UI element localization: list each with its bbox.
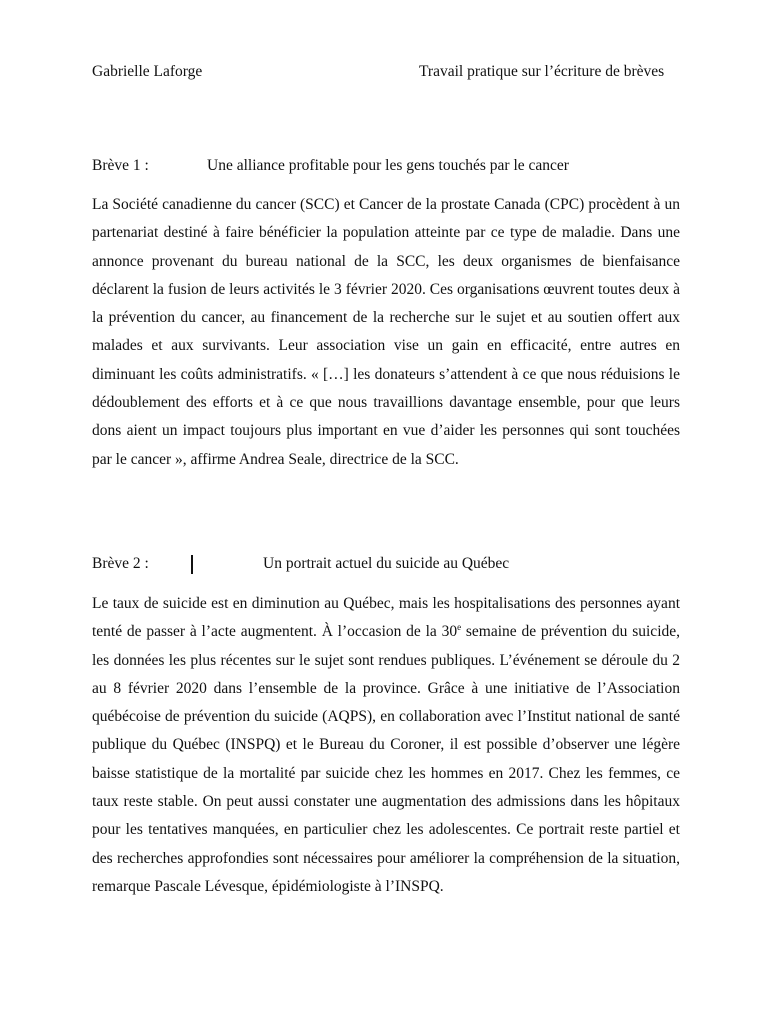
breve-1-body[interactable]: La Société canadienne du cancer (SCC) et Cancer de la prostate Canada (CPC) procèdent à un partenariat destiné à faire bénéficier la population atteinte par ce type de maladie. Dans une annonce provenant du bureau national de la SCC, les deux organismes de bienfaisance déclarent la fusion de leurs activités le 3 février 2020. Ces organisations œuvrent toutes deux à la prévention du cancer, au financement de la recherche sur le sujet et au soutien offert aux malades et aux survivants. Leur association vise un gain en efficacité, entre autres en diminuant les coûts administratifs. « […] les donateurs s’attendent à ce que nous réduisions le dédoublement des efforts et à ce que nous travaillions davantage ensemble, pour que leurs dons aient un impact toujours plus important en vue d’aider les personnes qui sont touchées par le cancer », affirme Andrea Seale, directrice de la SCC. (92, 196, 680, 468)
author-name: Gabrielle Laforge (92, 63, 203, 80)
text-cursor (191, 555, 193, 574)
breve-2-title: Un portrait actuel du suicide au Québec (263, 555, 510, 572)
ordinal-superscript: e (457, 622, 462, 633)
breve-2-label: Brève 2 : (92, 555, 149, 572)
breve-2-body[interactable] (92, 590, 680, 901)
breve-2-body-part-1: Le taux de suicide est en diminution au Québec, mais les hospitalisations des personnes ayant tenté de passer à l’acte augmentent. À l’occasion de la 30 (92, 595, 680, 641)
breve-1-title: Une alliance profitable pour les gens touchés par le cancer (207, 157, 569, 174)
assignment-title: Travail pratique sur l’écriture de brèves (419, 63, 665, 80)
breve-2-body-part-2: semaine de prévention du suicide, les données les plus récentes sur le sujet sont rendues publiques. L’événement se déroule du 2 au 8 février 2020 dans l’ensemble de la province. Grâce à une initiative de l’Association québécoise de prévention du suicide (AQPS), en collaboration avec l’Institut national de santé publique du Québec (INSPQ) et le Bureau du Coroner, il est possible d’observer une légère baisse statistique de la mortalité par suicide chez les hommes en 2017. Chez les femmes, ce taux reste stable. On peut aussi constater une augmentation des admissions dans les hôpitaux pour les tentatives manquées, en particulier chez les adolescentes. Ce portrait reste partiel et des recherches approfondies sont nécessaires pour améliorer la compréhension de la situation, remarque Pascale Lévesque, épidémiologiste à l’INSPQ. (92, 623, 681, 895)
breve-1-label: Brève 1 : (92, 157, 149, 174)
page-header (92, 63, 678, 83)
